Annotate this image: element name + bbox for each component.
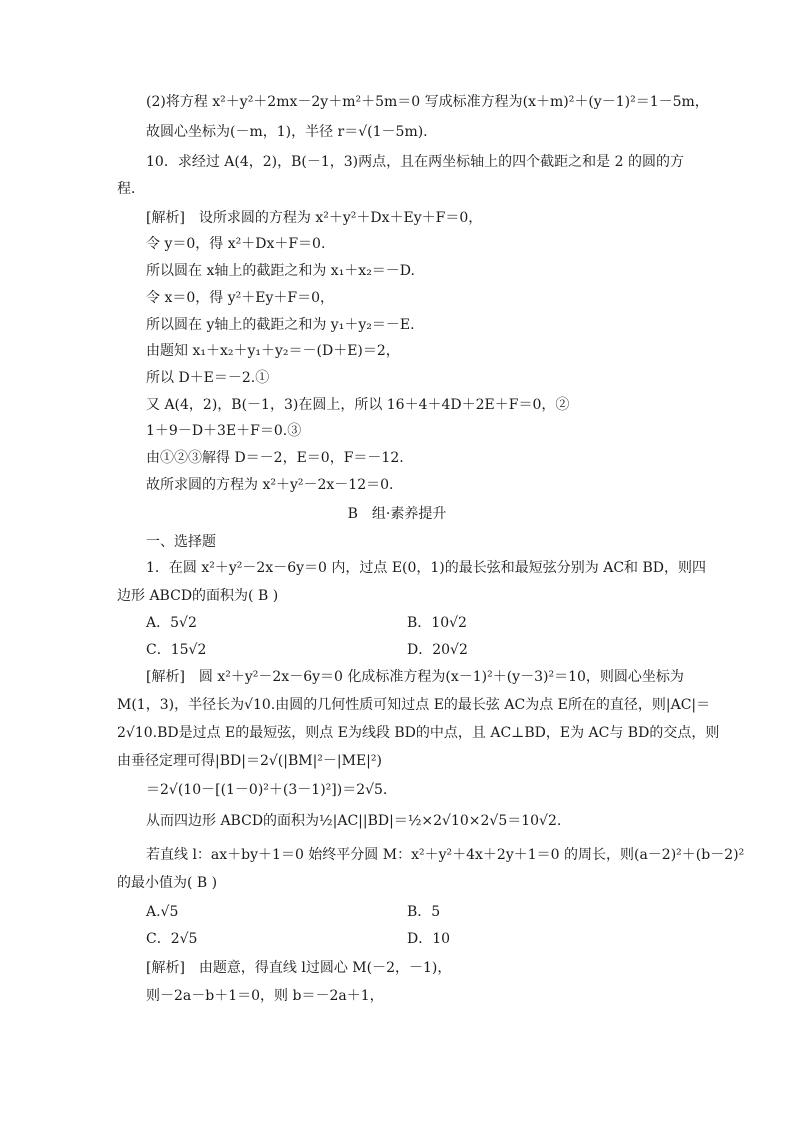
text-line: 1．在圆 x²＋y²－2x－6y＝0 内，过点 E(0，1)的最长弦和最短弦分别为 AC和 BD，则四 bbox=[146, 560, 707, 576]
text-line: [解析] 由题意，得直线 l过圆心 M(－2，－1)， bbox=[146, 960, 452, 976]
text-line: 则－2a－b＋1＝0，则 b＝－2a＋1， bbox=[146, 988, 384, 1004]
option-a: A.√5 bbox=[146, 904, 179, 920]
text-line: 故圆心坐标为(－m，1)，半径 r＝√(1－5m). bbox=[146, 124, 428, 140]
option-c: C．2√5 bbox=[146, 931, 198, 947]
text-line: 又 A(4，2)，B(－1，3)在圆上，所以 16＋4＋4D＋2E＋F＝0，② bbox=[146, 397, 570, 413]
text-line: [解析] 圆 x²＋y²－2x－6y＝0 化成标准方程为(x－1)²＋(y－3)²＝10，则圆心坐标为 bbox=[146, 669, 684, 685]
text-line: ＝2√(10－[(1－0)²＋(3－1)²])＝2√5. bbox=[146, 782, 388, 798]
text-line: [解析] 设所求圆的方程为 x²＋y²＋Dx＋Ey＋F＝0， bbox=[146, 210, 483, 226]
text-line: 所以 D＋E＝－2.① bbox=[146, 370, 270, 386]
option-c: C．15√2 bbox=[146, 642, 207, 658]
text-line: 由题知 x₁＋x₂＋y₁＋y₂＝－(D＋E)＝2， bbox=[146, 343, 400, 359]
text-line: 一、选择题 bbox=[146, 534, 216, 550]
text-line: 程． bbox=[117, 181, 145, 197]
text-line: 2√10.BD是过点 E的最短弦，则点 E为线段 BD的中点，且 AC⊥BD，E为 AC与 BD的交点，则 bbox=[117, 725, 720, 741]
text-line: 所以圆在 y轴上的截距之和为 y₁＋y₂＝－E. bbox=[146, 317, 415, 333]
text-line: 10．求经过 A(4，2)，B(－1，3)两点，且在两坐标轴上的四个截距之和是 2 的圆的方 bbox=[146, 154, 684, 170]
text-line: 由垂径定理可得|BD|＝2√(|BM|²－|ME|²) bbox=[117, 753, 382, 769]
option-a: A．5√2 bbox=[146, 615, 197, 631]
text-line: 令 y＝0，得 x²＋Dx＋F＝0. bbox=[146, 236, 326, 252]
section-heading: B 组·素养提升 bbox=[347, 506, 447, 522]
option-d: D．10 bbox=[407, 931, 451, 947]
option-b: B．5 bbox=[407, 904, 441, 920]
text-line: 若直线 l：ax＋by＋1＝0 始终平分圆 M：x²＋y²＋4x＋2y＋1＝0 的周长，则(a－2)²＋(b－2)² bbox=[146, 847, 745, 863]
text-line: 边形 ABCD的面积为( B ) bbox=[117, 588, 279, 604]
text-line: 由①②③解得 D＝－2，E＝0，F＝－12. bbox=[146, 450, 404, 466]
text-line: (2)将方程 x²＋y²＋2mx－2y＋m²＋5m＝0 写成标准方程为(x＋m)²＋(y－1)²＝1－5m， bbox=[146, 94, 709, 110]
text-line: 令 x＝0，得 y²＋Ey＋F＝0， bbox=[146, 290, 334, 306]
text-line: 故所求圆的方程为 x²＋y²－2x－12＝0. bbox=[146, 477, 394, 493]
option-b: B．10√2 bbox=[407, 615, 467, 631]
text-line: 的最小值为( B ) bbox=[117, 875, 218, 891]
text-line: M(1，3)，半径长为√10.由圆的几何性质可知过点 E的最长弦 AC为点 E所在的直径，则|AC|＝ bbox=[117, 697, 711, 713]
text-line: 从而四边形 ABCD的面积为½|AC||BD|＝½×2√10×2√5＝10√2. bbox=[146, 813, 562, 829]
text-line: 所以圆在 x轴上的截距之和为 x₁＋x₂＝－D. bbox=[146, 263, 415, 279]
text-line: 1＋9－D＋3E＋F＝0.③ bbox=[146, 423, 302, 439]
option-d: D．20√2 bbox=[407, 642, 468, 658]
